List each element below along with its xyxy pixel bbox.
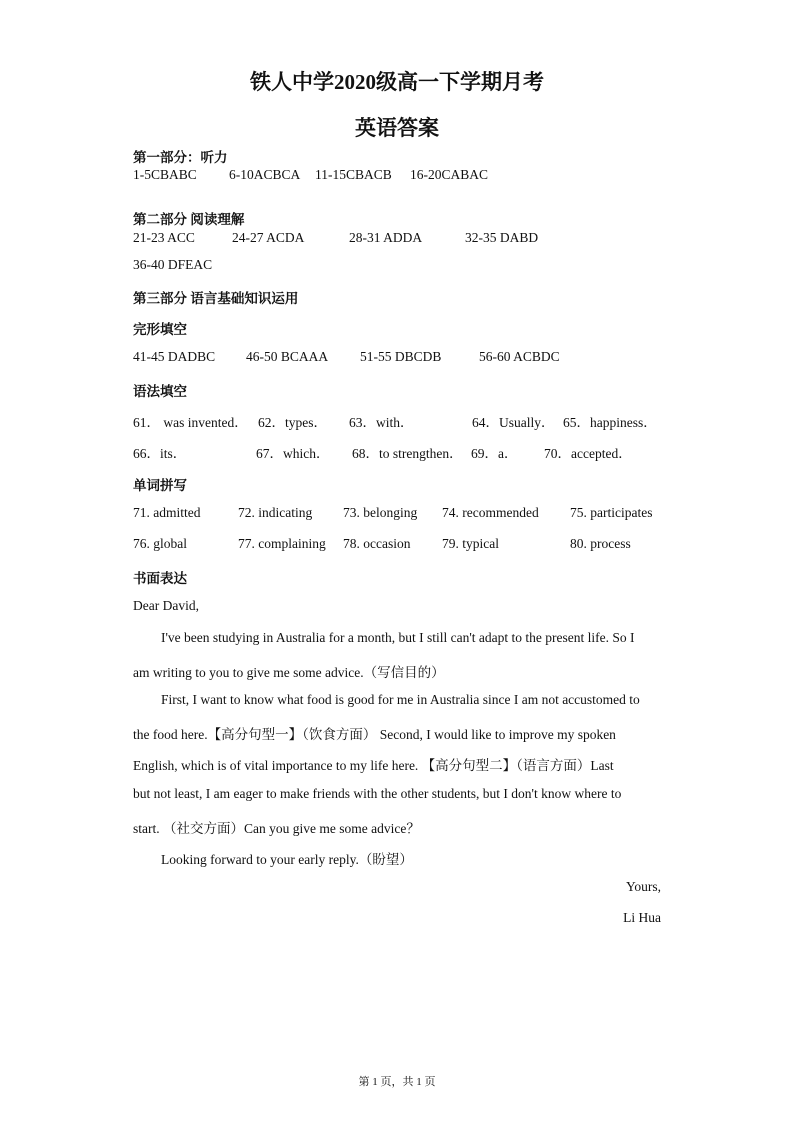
- letter-salutation: Dear David,: [133, 598, 199, 613]
- spelling-answer: 73. belonging: [343, 505, 418, 520]
- spelling-answer: 79. typical: [442, 536, 499, 551]
- grammar-answer: 65．happiness．: [563, 415, 657, 430]
- letter-line: but not least, I am eager to make friends with the other students, but I don't know where to: [133, 786, 622, 801]
- grammar-answer: 62．types．: [258, 415, 327, 430]
- spelling-answer: 77. complaining: [238, 536, 326, 551]
- writing-heading: 书面表达: [133, 571, 187, 586]
- part1-answer: 6-10ACBCA: [229, 167, 301, 182]
- part1-heading: 第一部分：听力: [133, 150, 228, 165]
- cloze-answer: 41-45 DADBC: [133, 349, 216, 364]
- cloze-answer: 51-55 DBCDB: [360, 349, 442, 364]
- part2-answer: 32-35 DABD: [465, 230, 539, 245]
- part1-answer: 11-15CBACB: [315, 167, 392, 182]
- letter-line: I've been studying in Australia for a month, but I still can't adapt to the present life. So I: [161, 630, 635, 645]
- part2-answer: 28-31 ADDA: [349, 230, 423, 245]
- cloze-heading: 完形填空: [133, 322, 187, 337]
- cloze-answer: 56-60 ACBDC: [479, 349, 560, 364]
- grammar-answer: 68．to strengthen．: [352, 446, 463, 461]
- part2-answer: 24-27 ACDA: [232, 230, 305, 245]
- part1-answer: 1-5CBABC: [133, 167, 197, 182]
- grammar-answer: 61． was invented．: [133, 415, 248, 430]
- spelling-answer: 74. recommended: [442, 505, 539, 520]
- page-subtitle: 英语答案: [355, 116, 439, 140]
- part2-answer: 36-40 DFEAC: [133, 257, 213, 272]
- part1-answer: 16-20CABAC: [410, 167, 489, 182]
- spelling-answer: 76. global: [133, 536, 187, 551]
- part2-heading: 第二部分 阅读理解: [133, 212, 245, 227]
- spelling-heading: 单词拼写: [133, 478, 187, 493]
- grammar-heading: 语法填空: [133, 384, 187, 399]
- letter-line: First, I want to know what food is good for me in Australia since I am not accustomed to: [161, 692, 640, 707]
- grammar-answer: 69．a．: [471, 446, 518, 461]
- spelling-answer: 71. admitted: [133, 505, 201, 520]
- spelling-answer: 72. indicating: [238, 505, 313, 520]
- grammar-answer: 67．which．: [256, 446, 330, 461]
- part2-answer: 21-23 ACC: [133, 230, 195, 245]
- letter-line: Looking forward to your early reply.（盼望）: [161, 852, 413, 867]
- page-footer: 第 1 页，共 1 页: [358, 1076, 436, 1088]
- letter-line: am writing to you to give me some advice.（写信目的）: [133, 665, 445, 680]
- grammar-answer: 63．with．: [349, 415, 414, 430]
- grammar-answer: 64．Usually．: [472, 415, 555, 430]
- letter-signature: Li Hua: [623, 910, 661, 925]
- spelling-answer: 78. occasion: [343, 536, 411, 551]
- letter-line: start. （社交方面）Can you give me some advice？: [133, 821, 420, 836]
- grammar-answer: 66．its．: [133, 446, 187, 461]
- letter-line: English, which is of vital importance to my life here. 【高分句型二】（语言方面）Last: [133, 758, 614, 773]
- spelling-answer: 75. participates: [570, 505, 653, 520]
- grammar-answer: 70．accepted．: [544, 446, 632, 461]
- letter-closing: Yours,: [625, 879, 661, 894]
- letter-line: the food here.【高分句型一】（饮食方面） Second, I would like to improve my spoken: [133, 727, 616, 742]
- part3-heading: 第三部分 语言基础知识运用: [133, 291, 299, 306]
- cloze-answer: 46-50 BCAAA: [246, 349, 329, 364]
- page-title: 铁人中学2020级高一下学期月考: [250, 70, 544, 94]
- spelling-answer: 80. process: [570, 536, 631, 551]
